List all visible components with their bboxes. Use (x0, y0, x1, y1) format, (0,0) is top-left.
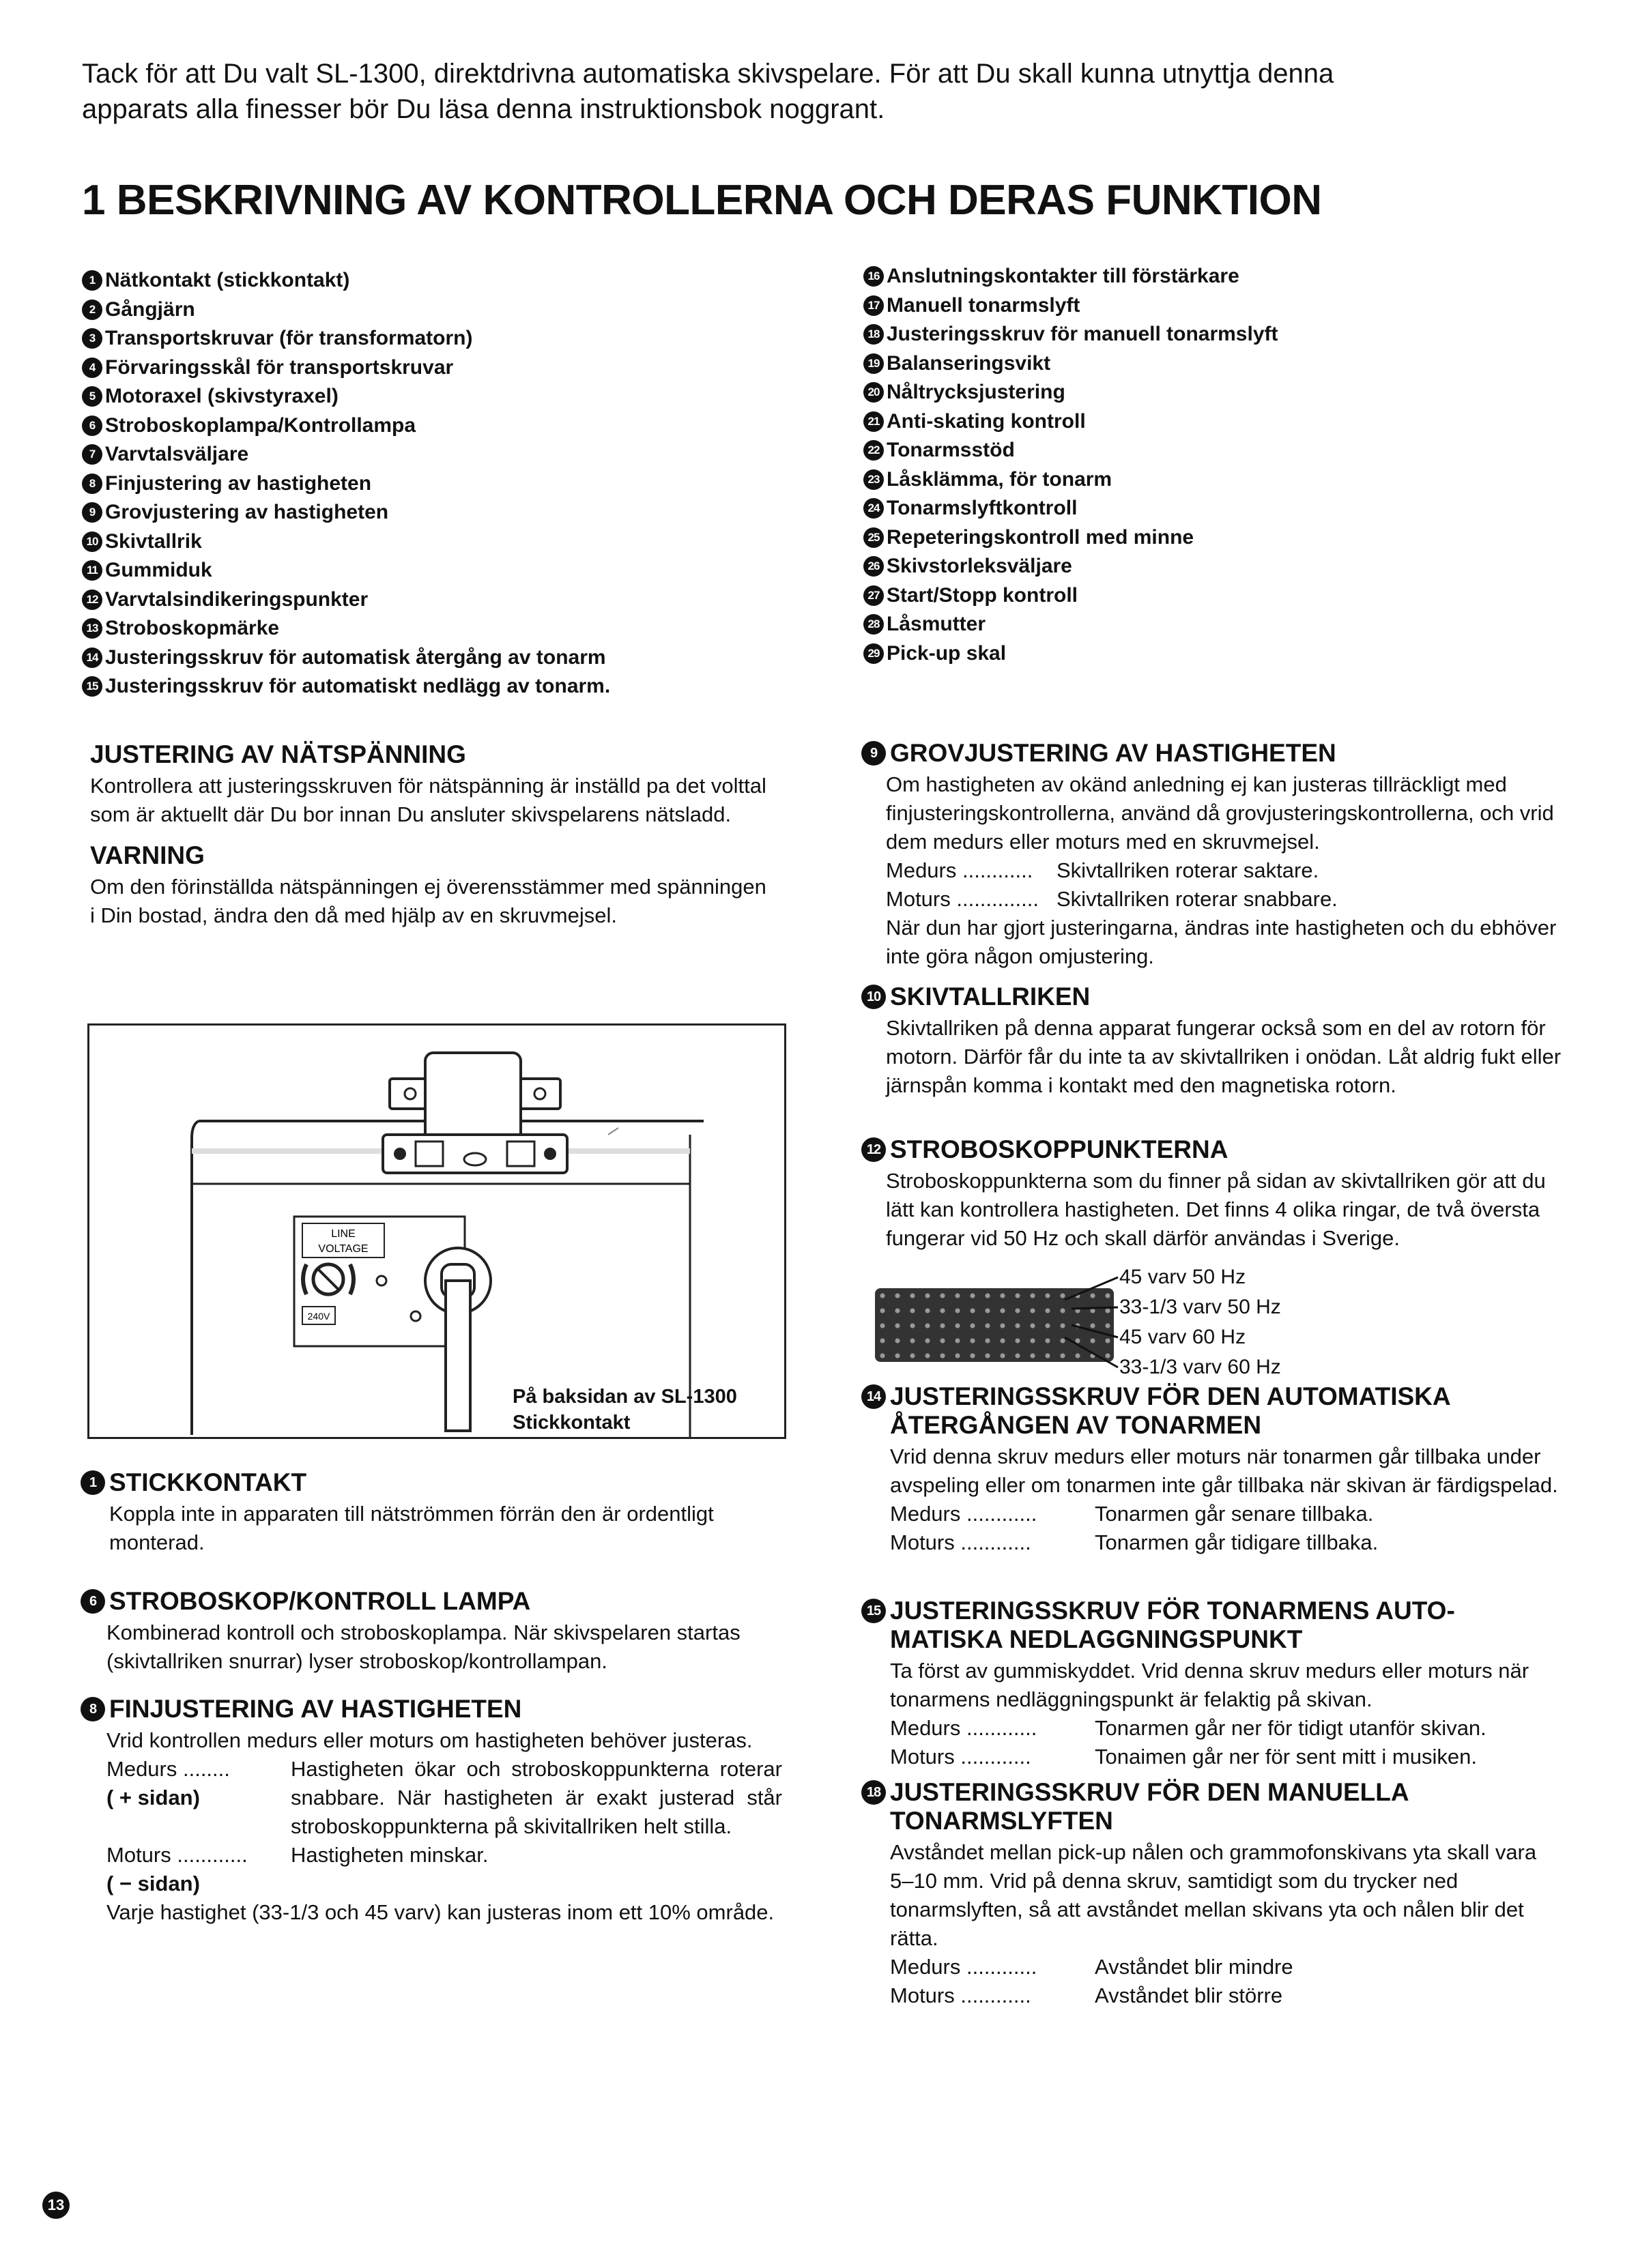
control-label: Skivtallrik (105, 529, 202, 553)
control-number-badge: 14 (82, 648, 102, 668)
control-list-item (863, 407, 1278, 437)
strobe-ring-label: 45 varv 50 Hz (1119, 1266, 1246, 1288)
control-list-item (863, 523, 1278, 553)
section-text: Ta först av gummiskyddet. Vrid denna skruv medurs eller moturs när tonarmens nedläggningspunkt är felaktig på skivan. (890, 1659, 1529, 1711)
line-voltage-label-2: VOLTAGE (318, 1243, 369, 1255)
intro-text: Tack för att Du valt SL-1300, direktdrivna automatiska skivspelare. För att Du skall kunna utnyttja denna apparats alla finesser bör Du läsa denna instruktionsbok noggrant. (82, 59, 1334, 124)
control-number-badge: 16 (863, 266, 884, 287)
control-number-badge: 24 (863, 498, 884, 519)
control-number-badge: 5 (82, 386, 102, 407)
control-label: Stroboskoplampa/Kontrollampa (105, 413, 416, 437)
control-list-item (82, 324, 610, 353)
control-number-badge: 17 (863, 295, 884, 316)
moturs-value: Hastigheten minskar. (291, 1843, 489, 1867)
control-number-badge: 22 (863, 440, 884, 461)
section-heading: JUSTERINGSSKRUV FÖR DEN AUTOMATISKA (890, 1382, 1451, 1410)
plus-side-key: ( + sidan) (106, 1786, 200, 1809)
section-text: Vrid denna skruv medurs eller moturs när tonarmen går tillbaka under avspeling eller om tonarmen inte går tillbaka när skivan är färdigspelad. (890, 1444, 1558, 1497)
section-manuella-tonarmslyften (861, 1778, 1564, 2010)
control-number-badge: 6 (82, 416, 102, 436)
control-number-badge: 11 (82, 560, 102, 581)
section-heading: JUSTERINGSSKRUV FÖR DEN MANUELLA (890, 1778, 1409, 1806)
control-list-item (863, 552, 1278, 581)
section-number-badge: 15 (861, 1599, 886, 1623)
control-number-badge: 26 (863, 556, 884, 577)
section-stroboskoppunkterna (861, 1135, 1564, 1253)
voltage-text: Kontrollera att justeringsskruven för nätspänning är inställd pa det volttal som är aktuellt där Du bor innan Du ansluter skivspelarens nätsladd. (90, 774, 766, 826)
control-label: Justeringsskruv för automatiskt nedlägg av tonarm. (105, 675, 611, 697)
control-list-item (82, 556, 610, 585)
voltage-section (90, 740, 773, 930)
control-list-item (863, 320, 1278, 349)
control-label: Gångjärn (105, 297, 195, 321)
control-list-item (82, 469, 610, 499)
warning-text: Om den förinställda nätspänningen ej överensstämmer med spänningen i Din bostad, ändra den då med hjälp av en skruvmejsel. (90, 875, 766, 927)
warning-heading: VARNING (90, 841, 205, 869)
control-list-item (82, 585, 610, 615)
control-label: Repeteringskontroll med minne (887, 525, 1194, 549)
control-number-badge: 27 (863, 585, 884, 606)
control-label: Anti-skating kontroll (887, 409, 1086, 433)
section-number-badge: 12 (861, 1137, 886, 1162)
section-text: Avståndet mellan pick-up nålen och grammofonskivans yta skall vara 5–10 mm. Vrid på denna skruv, samtidigt som du trycker ned tonarmslyften, så att avståndet mellan skivans yta och nålen blir det rätta. (890, 1840, 1537, 1950)
control-number-badge: 20 (863, 382, 884, 403)
control-number-badge: 3 (82, 328, 102, 349)
control-number-badge: 13 (82, 618, 102, 639)
section-number-badge: 6 (81, 1589, 105, 1614)
medurs-key: Medurs ........ (106, 1757, 230, 1781)
section-note: När dun har gjort justeringarna, ändras inte hastigheten och du ebhöver inte göra någon omjustering. (886, 916, 1557, 968)
control-number-badge: 7 (82, 444, 102, 465)
medurs-value: Skivtallriken roterar saktare. (1057, 858, 1319, 882)
control-number-badge: 8 (82, 474, 102, 494)
line-voltage-label: LINE (331, 1228, 356, 1240)
voltage-value-label: 240V (307, 1311, 330, 1322)
page-number-badge: 13 (42, 2192, 70, 2219)
control-list-item (82, 643, 610, 673)
control-list-item (82, 353, 610, 383)
control-number-badge: 29 (863, 643, 884, 664)
control-number-badge: 18 (863, 324, 884, 345)
control-number-badge: 1 (82, 270, 102, 291)
moturs-value: Tonaimen går ner för sent mitt i musiken. (1095, 1745, 1477, 1769)
section-stickkontakt (81, 1468, 790, 1557)
moturs-key: Moturs ............ (890, 1983, 1031, 2007)
control-number-badge: 4 (82, 358, 102, 378)
control-label: Finjustering av hastigheten (105, 471, 372, 495)
control-number-badge: 21 (863, 411, 884, 432)
control-number-badge: 2 (82, 300, 102, 320)
control-label: Nåltrycksjustering (887, 381, 1065, 403)
moturs-key: Moturs .............. (886, 887, 1039, 911)
voltage-heading: JUSTERING AV NÄTSPÄNNING (90, 740, 466, 768)
control-label: Balanseringsvikt (887, 351, 1051, 375)
control-list-item (863, 291, 1278, 321)
control-label: Förvaringsskål för transportskruvar (105, 355, 454, 379)
control-list-item (82, 672, 610, 701)
control-list-item (82, 382, 610, 411)
section-heading-line2: ÅTERGÅNGEN AV TONARMEN (890, 1411, 1262, 1439)
voltage-selector (294, 1217, 491, 1431)
strobe-ring-label: 33-1/3 varv 50 Hz (1119, 1296, 1281, 1318)
figure-box (87, 1023, 786, 1439)
controls-list-left (82, 266, 610, 701)
control-list-item (863, 639, 1278, 669)
control-number-badge: 23 (863, 469, 884, 490)
control-label: Tonarmslyftkontroll (887, 497, 1078, 519)
section-text: Om hastigheten av okänd anledning ej kan justeras tillräckligt med finjusteringskontrollerna, använd då grovjusteringskontrollerna, och vrid dem medurs eller moturs med en skruvmejsel. (886, 772, 1554, 854)
moturs-key: Moturs ............ (890, 1530, 1031, 1554)
control-number-badge: 10 (82, 532, 102, 552)
section-heading-line2: TONARMSLYFTEN (890, 1807, 1113, 1835)
section-number-badge: 1 (81, 1470, 105, 1495)
control-number-badge: 9 (82, 502, 102, 523)
control-label: Manuell tonarmslyft (887, 293, 1080, 317)
medurs-key: Medurs ............ (886, 858, 1033, 882)
section-grovjustering (861, 739, 1564, 971)
control-list-item (863, 581, 1278, 611)
section-text: Vrid kontrollen medurs eller moturs om hastigheten behöver justeras. (106, 1728, 753, 1752)
section-number-badge: 8 (81, 1697, 105, 1721)
section-number-badge: 14 (861, 1384, 886, 1409)
control-list-item (863, 610, 1278, 639)
control-label: Start/Stopp kontroll (887, 583, 1078, 607)
strobe-ring-label: 33-1/3 varv 60 Hz (1119, 1356, 1281, 1378)
section-number-badge: 9 (861, 741, 886, 766)
moturs-key: Moturs ............ (890, 1745, 1031, 1769)
control-label: Skivstorleksväljare (887, 555, 1072, 577)
control-label: Grovjustering av hastigheten (105, 501, 389, 523)
section-heading: STROBOSKOPPUNKTERNA (890, 1135, 1228, 1163)
section-text: Koppla inte in apparaten till nätströmmen förrän den är ordentligt monterad. (109, 1502, 714, 1554)
section-text: Kombinerad kontroll och stroboskoplampa. När skivspelaren startas (skivtallriken snurrar) lyser stroboskop/kontrollampan. (106, 1620, 741, 1673)
control-list-item (863, 494, 1278, 523)
strobe-ring-labels (1119, 1262, 1281, 1382)
section-text: Stroboskoppunkterna som du finner på sidan av skivtallriken gör att du lätt kan kontrollera hastigheten. Det finns 4 olika ringar, de två översta fungerar vid 50 Hz och skall därför användas i Sverige. (886, 1169, 1546, 1250)
strobe-leader-lines (1065, 1269, 1119, 1378)
section-automatisk-atergang (861, 1382, 1564, 1557)
control-label: Stroboskopmärke (105, 617, 280, 639)
moturs-value: Skivtallriken roterar snabbare. (1057, 887, 1338, 911)
control-list-item (863, 378, 1278, 407)
section-heading: FINJUSTERING AV HASTIGHETEN (109, 1695, 522, 1723)
control-number-badge: 19 (863, 353, 884, 374)
control-label: Nätkontakt (stickkontakt) (105, 269, 350, 291)
rear-panel-illustration (89, 1026, 784, 1437)
section-note: Varje hastighet (33-1/3 och 45 varv) kan justeras inom ett 10% område. (106, 1900, 775, 1924)
medurs-value: Avståndet blir mindre (1095, 1955, 1293, 1979)
page-title: 1 BESKRIVNING AV KONTROLLERNA OCH DERAS FUNKTION (82, 177, 1322, 224)
control-list-item (82, 266, 610, 295)
control-label: Transportskruvar (för transformatorn) (105, 327, 473, 349)
control-list-item (863, 436, 1278, 465)
hinge (383, 1053, 567, 1173)
medurs-value: Tonarmen går ner för tidigt utanför skivan. (1095, 1716, 1486, 1740)
section-number-badge: 10 (861, 985, 886, 1009)
control-label: Tonarmsstöd (887, 439, 1015, 461)
control-label: Låsklämma, för tonarm (887, 467, 1112, 491)
medurs-value: Hastigheten ökar och stroboskoppunkterna roterar snabbare. När hastigheten är exakt justerad står stroboskoppunkterna på skivitallriken helt stilla. (291, 1757, 782, 1838)
section-heading: GROVJUSTERING AV HASTIGHETEN (890, 739, 1336, 767)
control-label: Anslutningskontakter till förstärkare (887, 265, 1239, 287)
control-label: Motoraxel (skivstyraxel) (105, 385, 339, 407)
control-list-item (82, 295, 610, 325)
control-label: Varvtalsväljare (105, 443, 249, 465)
control-number-badge: 15 (82, 676, 102, 697)
moturs-value: Avståndet blir större (1095, 1983, 1283, 2007)
control-list-item (863, 349, 1278, 379)
control-list-item (82, 527, 610, 557)
medurs-key: Medurs ............ (890, 1502, 1037, 1526)
moturs-value: Tonarmen går tidigare tillbaka. (1095, 1530, 1379, 1554)
section-skivtallriken (861, 983, 1564, 1100)
control-number-badge: 25 (863, 527, 884, 548)
control-list-item (82, 411, 610, 441)
control-number-badge: 28 (863, 614, 884, 635)
medurs-value: Tonarmen går senare tillbaka. (1095, 1502, 1374, 1526)
control-list-item (82, 614, 610, 643)
section-heading: JUSTERINGSSKRUV FÖR TONARMENS AUTO- (890, 1597, 1455, 1625)
section-heading: STROBOSKOP/KONTROLL LAMPA (109, 1587, 531, 1615)
strobe-ring-label: 45 varv 60 Hz (1119, 1326, 1246, 1348)
moturs-key: Moturs ............ (106, 1843, 248, 1867)
control-label: Varvtalsindikeringspunkter (105, 587, 369, 611)
control-list-item (863, 465, 1278, 495)
control-label: Gummiduk (105, 559, 212, 581)
medurs-key: Medurs ............ (890, 1716, 1037, 1740)
section-number-badge: 18 (861, 1780, 886, 1805)
medurs-key: Medurs ............ (890, 1955, 1037, 1979)
section-stroboskop-lampa (81, 1587, 790, 1676)
control-label: Justeringsskruv för manuell tonarmslyft (887, 323, 1278, 345)
figure-caption-1: På baksidan av SL-1300 (513, 1386, 737, 1408)
section-text: Skivtallriken på denna apparat fungerar också som en del av rotorn för motorn. Därför får du inte ta av skivtallriken i onödan. Låt aldrig fukt eller järnspån komma i kontakt med den magnetiska rotorn. (886, 1016, 1562, 1097)
controls-list-right (863, 262, 1278, 668)
control-list-item (82, 440, 610, 469)
control-number-badge: 12 (82, 590, 102, 610)
section-heading: SKIVTALLRIKEN (890, 983, 1091, 1011)
section-heading-line2: MATISKA NEDLAGGNINGSPUNKT (890, 1625, 1303, 1653)
control-list-item (82, 498, 610, 527)
figure-caption-2: Stickkontakt (513, 1412, 631, 1434)
control-label: Låsmutter (887, 613, 986, 635)
section-nedlaggningspunkt (861, 1597, 1564, 1771)
section-heading: STICKKONTAKT (109, 1468, 307, 1496)
control-label: Pick-up skal (887, 641, 1007, 665)
section-finjustering (81, 1695, 790, 1927)
control-list-item (863, 262, 1278, 291)
control-label: Justeringsskruv för automatisk återgång av tonarm (105, 645, 606, 669)
minus-side-key: ( − sidan) (106, 1872, 200, 1895)
